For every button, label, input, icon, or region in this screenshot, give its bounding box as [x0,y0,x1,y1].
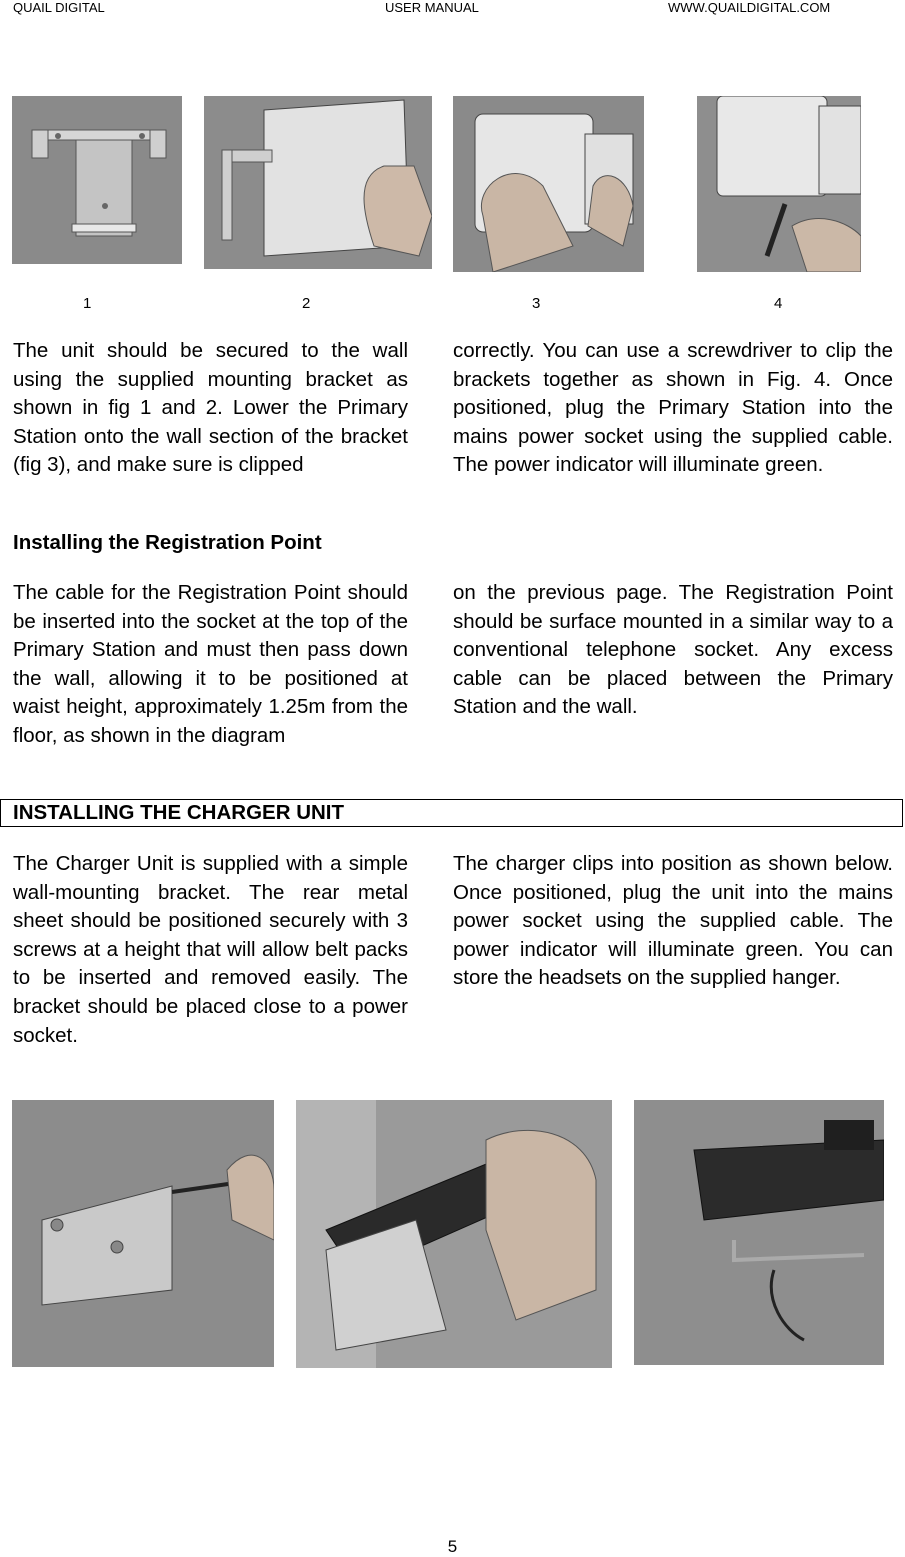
registration-heading: Installing the Registration Point [13,531,322,554]
figure-number-2: 2 [302,295,311,312]
intro-text-right: correctly. You can use a screwdriver to clip the brackets together as shown in Fig. 4. Once positioned, plug the Primary Station into the mains power socket using the supplied cable. The power indicator will illuminate green. [453,339,893,477]
figure-number-4: 4 [774,295,783,312]
photo-wall-bracket [12,96,182,264]
header-website: WWW.QUAILDIGITAL.COM [668,0,831,15]
photo-charger-mounted [634,1100,884,1365]
figure-number-3: 3 [532,295,541,312]
photo-charger-clipping [296,1100,612,1368]
registration-text-right: on the previous page. The Registration Point should be surface mounted in a similar way to a conventional telephone socket. Any excess cable can be placed between the Primary Station and the wall. [453,581,893,719]
registration-text-left: The cable for the Registration Point should be inserted into the socket at the top of the Primary Station and must then pass down the wall, allowing it to be positioned at waist height, approximately 1.25m from the floor, as shown in the diagram [13,581,408,747]
charger-text-right: The charger clips into position as shown below. Once positioned, plug the unit into the mains power socket using the supplied cable. The power indicator will illuminate green. You can store the headsets on the supplied hanger. [453,852,893,990]
header-brand: QUAIL DIGITAL [13,0,105,15]
photo-mounting-station [204,96,432,269]
charger-text-left: The Charger Unit is supplied with a simple wall-mounting bracket. The rear metal sheet should be positioned securely with 3 screws at a height that will allow belt packs to be inserted and removed easily. The bracket should be placed close to a power socket. [13,852,408,1047]
intro-text-left: The unit should be secured to the wall using the supplied mounting bracket as shown in fig 1 and 2. Lower the Primary Station onto the wall section of the bracket (fig 3), and make sure is clipped [13,339,408,477]
charger-section-heading: INSTALLING THE CHARGER UNIT [0,799,903,827]
figure-number-1: 1 [83,295,92,312]
photo-charger-bracket-screw [12,1100,274,1367]
header-title: USER MANUAL [385,0,479,15]
page-number: 5 [447,1537,458,1556]
photo-lowering-station [453,96,644,272]
photo-screwdriver-clip [697,96,861,272]
